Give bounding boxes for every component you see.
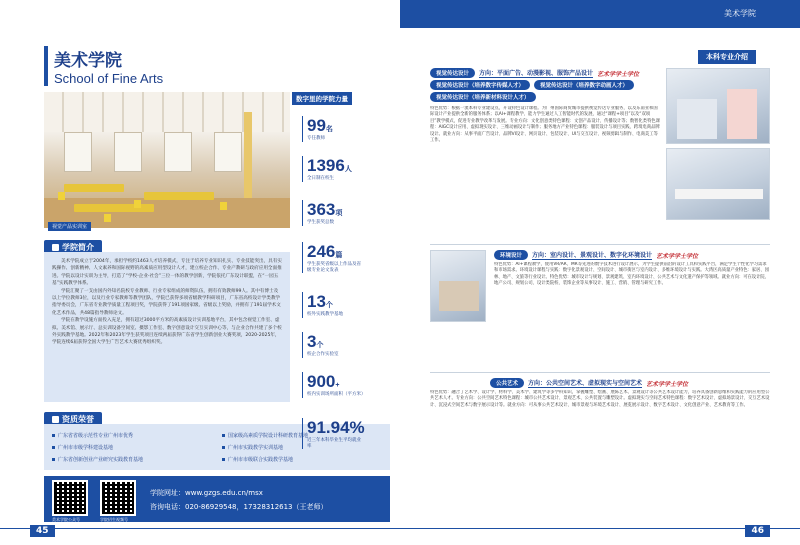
major-direction: 方向：公共空间艺术、虚拟现实与空间艺术 xyxy=(528,380,643,387)
website-link[interactable]: www.gzgs.edu.cn/msx xyxy=(185,489,263,497)
title-english: School of Fine Arts xyxy=(54,71,164,86)
major-description: 特色优势：根据一流本科专业建设点，开设特色设计课程。为广州国际商贸城市提供视觉传达专业服务，以及东南亚和国际设计产业提供全新的服务体系；以AI+课程教学、能力学生通过人工智能时代的发展，通过“课程+项目”以及“双项目”教学模式，促进专业教学改革与发展。专业方向：文化创意类特色课程：文创产品设计、传播设计等；数智化类特色课程：AIGC设计应用、虚拟现实设计、三维动画设计与制作；服务地方产业特色课程：服装设计与项目实践、跨境电商品牌设计。就业方向：从事平面广告设计、品牌VI设计、网页设计、包装设计、UI与交互设计、视频剪辑与制作、电商美工等工作。 xyxy=(430,106,660,144)
page-title xyxy=(44,46,163,86)
studio-photo xyxy=(44,92,290,228)
page-number-left: 45 xyxy=(30,525,55,537)
contact-footer xyxy=(44,476,390,522)
major-description: 特色优势：AI+课程教学，使用VR/AR、MR等先进的数字技术进行设计展示，为学生提供前沿的设计工具和实践平台，满足学生个性化学习需求和市场需求。环境设计课程与实践：数字化景观设计、空间设计、城市街区与室内设计、多维环境设计与实践。大湾区高质量产业特色：家居、园林、地产、文旅等行业设计。特色优势：城市设计与规划、景观建筑、室内环境设计、公共艺术与文化遗产保护等领域。就业方向：可在设计院、地产公司、规划公司、设计类院校、装饰企业等从事设计、施工、营销、管理与研究工作。 xyxy=(494,262,769,287)
intro-tag-label: 学院简介 xyxy=(62,243,94,252)
right-page xyxy=(400,28,800,545)
resource-item: 国家级高素质学院设计科研教育基地 xyxy=(222,430,382,440)
resource-item: 广州市市级学科建设基地 xyxy=(52,442,212,452)
award-icon xyxy=(52,416,59,423)
resources-tag-label: 资质荣誉 xyxy=(62,415,94,424)
major-pill: 视觉传达设计 xyxy=(430,68,475,78)
header-college-label: 美术学院 xyxy=(724,9,756,18)
studio-photo-2 xyxy=(666,148,770,220)
resource-item: 广州市实践教学实训基地 xyxy=(222,442,382,452)
qr-code-video[interactable] xyxy=(100,480,136,516)
major-intro-label: 本科专业介绍 xyxy=(698,50,756,64)
section-divider xyxy=(430,372,770,373)
title-chinese: 美术学院 xyxy=(54,51,122,71)
major-direction: 方向：室内设计、景观设计、数字化环境设计 xyxy=(532,252,653,259)
intro-paragraph: 学院在教学设施方面投入充足，拥有超过3000平方米的高素质设计实训基地平台，其中包含视觉工作室、虚拟、美术馆、展示厅、总实训设备空间室、摄影工作室、数字创意设计交互实训中心等，与企业合作共建了多个校外实践教学基地。2022年和2023年学生获奖项目连续两届获得广东省学生创新创业大赛奖项，2020-2025年，学院连续6届获得全国大学生广告艺术大赛优秀组织奖。 xyxy=(52,318,282,346)
stat-item: 13个 校外实践教学基地 xyxy=(302,292,343,318)
environment-model-photo xyxy=(430,250,486,322)
stat-item: 363项 学生获奖总数 xyxy=(302,200,342,226)
stats-section-tag: 数字里的学院力量 xyxy=(292,92,352,105)
website-line: 学院网址：www.gzgs.edu.cn/msx xyxy=(150,489,263,497)
stat-item: 246篇 学生获奖省级以上作品及省级专业论文发表 xyxy=(302,242,365,273)
photo-caption: 视觉产品实训室 xyxy=(48,222,91,231)
major-header xyxy=(494,250,698,260)
major-header xyxy=(490,378,688,388)
degree-tag: 艺术学学士学位 xyxy=(656,252,699,260)
phone-line: 咨询电话：020-86929548，17328312613（王老师） xyxy=(150,503,328,511)
stat-item: 91.94% 近三年本科毕业生平均就业率 xyxy=(302,418,365,449)
resource-item: 广东省创新创业产业研究实践教育基地 xyxy=(52,454,212,464)
degree-tag: 艺术学学士学位 xyxy=(597,70,640,78)
major-header xyxy=(430,68,639,78)
stat-item: 1396人 全日制在校生 xyxy=(302,156,352,182)
resource-item: 广东省省级示范性专业广州市优秀 xyxy=(52,430,212,440)
major-description: 特色优势：融合了艺术学、设计学、材料学、美术学、建筑学等多学科知识，掌握雕塑、绘画、展陈艺术、景观设计等公共艺术设计能力，培养具备创新思维和实践能力的应用型公共艺术人才。专业方向：公共空间艺术特色课程：城市公共艺术设计、景观艺术、公共装置与雕塑设计。虚拟现实与空间艺术特色课程：数字艺术设计、虚拟场景设计、交互艺术设计、沉浸式空间艺术与数字展示设计等。就业方向：可从事公共艺术设计、城市景观与环境艺术设计、展览展示设计、数字艺术设计、文化创意产业、艺术教育等工作。 xyxy=(430,390,770,408)
stat-item: 900+ 校内实训场所面积（平方米） xyxy=(302,372,365,398)
resource-item: 广州市市级联合实践教学基地 xyxy=(222,454,382,464)
qr-code-official[interactable] xyxy=(52,480,88,516)
phone-number: 020-86929548，17328312613（王老师） xyxy=(185,503,328,511)
major-direction: 方向：平面广告、动漫影视、服饰产品设计 xyxy=(479,70,594,77)
page-number-right: 46 xyxy=(745,525,770,537)
major-subpills: 视觉传达设计（培养数字传媒人才） 视觉传达设计（培养数字动画人才） xyxy=(430,80,634,90)
qr-label: 学院招生视频号 xyxy=(100,517,128,522)
stat-item: 99名 专任教师 xyxy=(302,116,333,142)
major-pill: 公共艺术 xyxy=(490,378,524,388)
visual-lab-photo xyxy=(666,68,770,144)
intro-box xyxy=(44,252,290,402)
intro-paragraph: 美术学院成立于2004年，承担学校约1463人才培养模式，专注于培养专业知识扎实、专业技能突出，具有实践操作、创新精神、人文素养和国际视野的高素质应用型设计人才，建立校企合作、专业产教研与政府应用全面推进。学院以设计实训为主导，打造了“学校-企业-社会”三位一体的教学创新，学院依托广东设计联盟，在“一园五基”实践教学体系。 xyxy=(52,259,282,287)
major-subpills: 视觉传达设计（培养新材料设计人才） xyxy=(430,92,536,102)
intro-paragraph: 学院汇聚了一支由国内外知名院校专业教师、行业专家组成的师资队伍，拥有有效教师99人。其中有博士及以上学位教师3位，以及行业专家教师等教学团队，学院已获得多项省级教学科研项目，广东省高校设计学类教学指导委员会，广东省专业教学质量工程项目奖，学院获得了191项国家级、省级以上奖励，并拥有了191届学术文化艺术作品，共48篇指导教师论文。 xyxy=(52,288,281,316)
qr-label: 美术学院公众号 xyxy=(52,517,80,522)
stat-item: 3个 校企合作实验室 xyxy=(302,332,339,358)
building-icon xyxy=(52,244,59,251)
major-pill: 环境设计 xyxy=(494,250,528,260)
degree-tag: 艺术学学士学位 xyxy=(646,380,689,388)
section-divider xyxy=(430,244,770,245)
